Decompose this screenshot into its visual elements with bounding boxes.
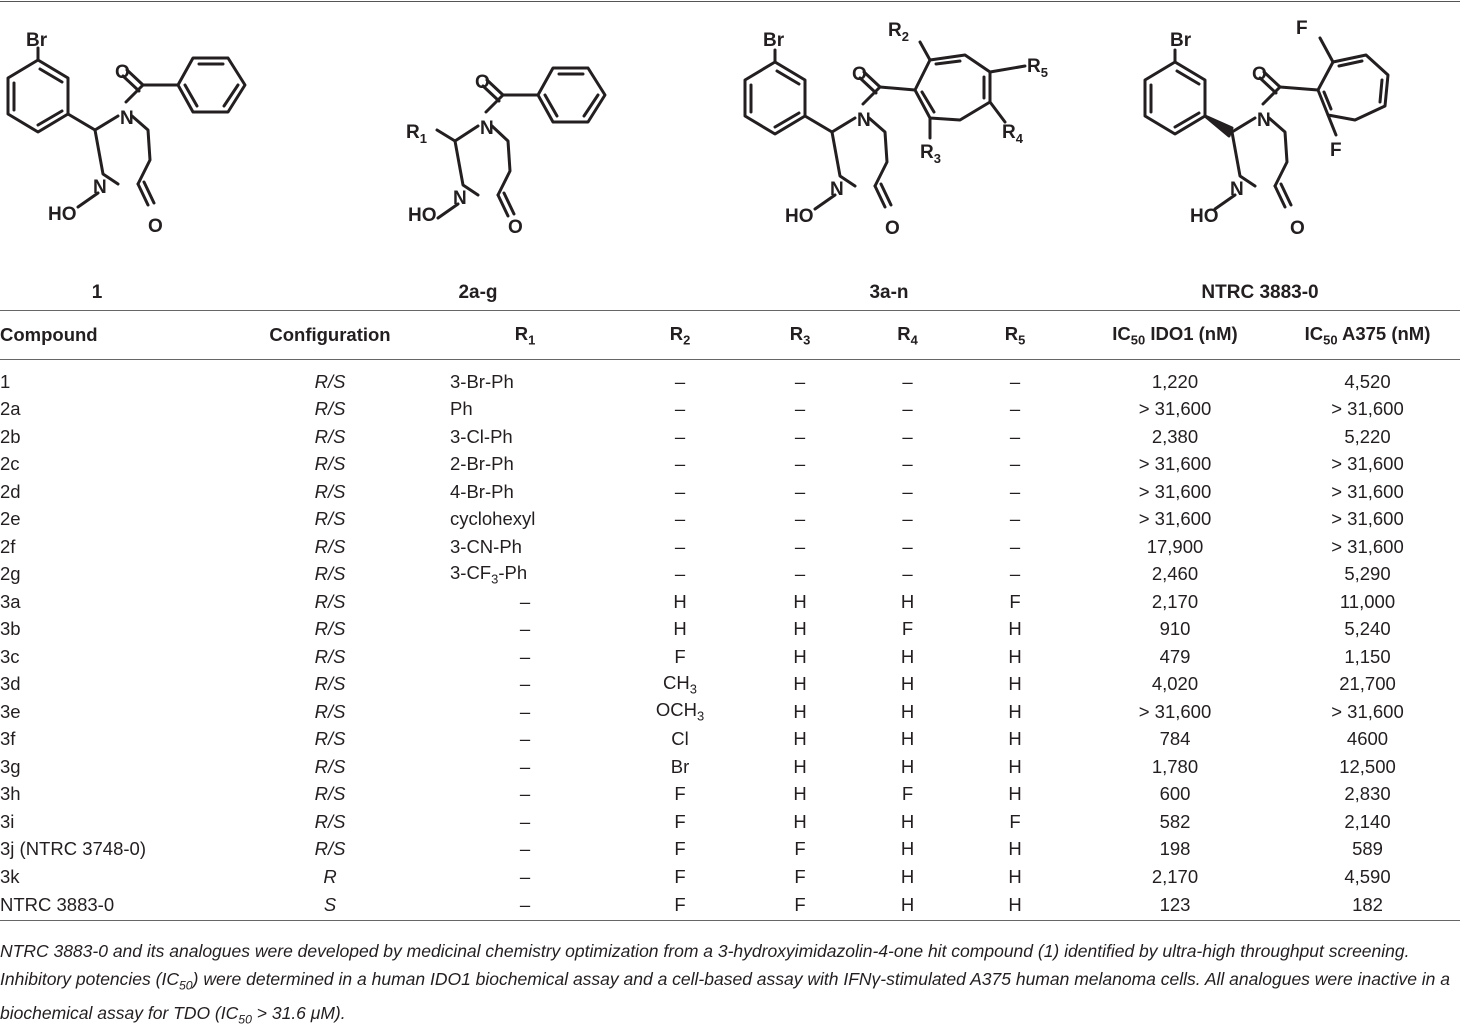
atom-ho-2: HO: [408, 205, 437, 226]
cell-ido1: 910: [1159, 618, 1191, 640]
cell-r5: F: [1009, 810, 1021, 832]
cell-configuration: R/S: [314, 370, 346, 392]
cell-a375: > 31,600: [1331, 535, 1404, 557]
cell-r4: –: [902, 370, 913, 392]
cell-r2: –: [674, 535, 686, 557]
header-ic50-ido1: $IC_{50}$ IDO1 (nM): [1075, 311, 1275, 360]
cell-r3: H: [793, 618, 807, 640]
cell-a375: 4600: [1346, 728, 1389, 750]
cell-r3: H: [793, 783, 807, 805]
cell-r3: –: [794, 535, 806, 557]
cell-r4: H: [900, 728, 915, 750]
cell-r2: H: [673, 618, 687, 640]
atom-r1: $R_1$: [406, 122, 427, 146]
atom-o-3a: O: [852, 64, 867, 85]
header-compound: Compound: [0, 311, 230, 360]
cell-configuration: R/S: [314, 425, 346, 447]
cell-configuration: R/S: [314, 590, 346, 612]
cell-configuration: R/S: [314, 480, 346, 502]
structure-label-3: 3a-n: [869, 282, 909, 303]
atom-r5: $R_5$: [1027, 56, 1048, 80]
atom-n-1b: N: [93, 177, 107, 198]
cell-r4: F: [901, 618, 914, 640]
cell-r3: F: [794, 865, 806, 887]
cell-r2: $OCH_3$: [655, 699, 705, 725]
cell-compound: 3e: [0, 700, 21, 722]
cell-r4: F: [901, 783, 914, 805]
cell-r2: –: [674, 563, 686, 585]
cell-r5: H: [1008, 783, 1022, 805]
cell-a375: 5,240: [1344, 618, 1391, 640]
cell-a375: 21,700: [1339, 673, 1396, 695]
cell-configuration: R/S: [314, 398, 346, 420]
cell-r5: H: [1008, 700, 1022, 722]
table-footnote: NTRC 3883-0 and its analogues were developed by medicinal chemistry optimization from a 3-hydroxyimidazolin-4-one hit compound (1) identified by ultra-high throughput screening. Inhibitory potencies $(IC_{50})$ were determined in a human IDO1 biochemical assay and a cell-based assay with IFNγ-stimulated A375 human melanoma cells. All analogues were inactive in a biochemical assay for TDO ($IC_{50} > 31.6$ μM).: [0, 941, 1451, 1026]
table-row: [0, 506, 1460, 534]
atom-o-1a: O: [115, 62, 130, 83]
cell-r1: 4-Br-Ph: [450, 480, 514, 502]
cell-r3: –: [794, 563, 806, 585]
cell-ido1: 123: [1075, 891, 1275, 921]
cell-r4: –: [902, 508, 913, 530]
cell-compound: 1: [0, 370, 11, 392]
cell-r4: –: [902, 425, 913, 447]
cell-a375: 1,150: [1344, 645, 1391, 667]
cell-ido1: > 31,600: [1138, 398, 1212, 420]
cell-r3: –: [794, 370, 806, 392]
cell-r5: –: [1009, 508, 1021, 530]
header-r4: $R_4$: [860, 311, 955, 360]
atom-o-2b: O: [508, 217, 523, 238]
cell-configuration: R/S: [314, 563, 346, 585]
atom-o-1b: O: [148, 216, 163, 237]
cell-compound: 3b: [0, 618, 21, 640]
table-row: [0, 616, 1460, 644]
table-row: [0, 808, 1460, 836]
cell-a375: > 31,600: [1331, 508, 1404, 530]
cell-r5: H: [1008, 645, 1022, 667]
cell-r2: –: [674, 398, 686, 420]
cell-r2: H: [673, 590, 687, 612]
cell-r2: –: [674, 480, 686, 502]
cell-r2: $CH_3$: [663, 671, 697, 697]
cell-compound: 2c: [0, 453, 20, 475]
atom-n-3a: N: [857, 110, 871, 131]
cell-r5: –: [1009, 453, 1021, 475]
cell-r2: –: [674, 508, 686, 530]
cell-r3: H: [793, 728, 807, 750]
cell-configuration: S: [230, 891, 430, 921]
cell-a375: 5,290: [1344, 563, 1391, 585]
cell-r1: cyclohexyl: [450, 508, 536, 530]
cell-r1: 3-Cl-Ph: [450, 425, 513, 447]
cell-r4: –: [902, 453, 913, 475]
cell-a375: 2,830: [1344, 783, 1391, 805]
cell-r2: F: [620, 891, 740, 921]
cell-compound: 3f: [0, 728, 16, 750]
cell-ido1: 1,220: [1151, 370, 1199, 392]
cell-r1: 3-Br-Ph: [450, 370, 514, 392]
structure-3: [745, 42, 1025, 209]
cell-r3: –: [794, 480, 806, 502]
atom-n-2b: N: [453, 188, 467, 209]
cell-compound: 2e: [0, 508, 21, 530]
cell-ido1: > 31,600: [1138, 700, 1212, 722]
cell-r4: –: [902, 535, 913, 557]
atom-n-2a: N: [480, 118, 494, 139]
structure-label-1: 1: [91, 282, 103, 303]
cell-r3: H: [793, 645, 807, 667]
table-row: [0, 836, 1460, 864]
table-row: [0, 451, 1460, 479]
cell-ido1: 2,380: [1151, 425, 1199, 447]
atom-f-ntrc-b: F: [1330, 140, 1342, 161]
table-row: [0, 423, 1460, 451]
atom-o-3b: O: [885, 218, 900, 239]
cell-r2: –: [674, 370, 686, 392]
cell-r2: F: [674, 645, 686, 667]
cell-ido1: 784: [1159, 728, 1191, 750]
atom-r3: $R_3$: [920, 142, 941, 166]
header-configuration: Configuration: [230, 311, 430, 360]
cell-r3: F: [740, 891, 860, 921]
cell-r1: –: [519, 590, 531, 612]
cell-r4: H: [900, 590, 915, 612]
atom-ho-3: HO: [785, 206, 814, 227]
table-row: [0, 753, 1460, 781]
structures-panel: [0, 0, 1460, 303]
cell-configuration: R/S: [314, 535, 346, 557]
cell-a375: 12,500: [1339, 755, 1396, 777]
cell-compound: NTRC 3883-0: [0, 891, 230, 921]
cell-ido1: 1,780: [1151, 755, 1199, 777]
cell-compound: 2g: [0, 563, 21, 585]
cell-a375: > 31,600: [1331, 480, 1404, 502]
cell-configuration: R/S: [314, 618, 346, 640]
cell-r4: H: [900, 673, 915, 695]
cell-ido1: 2,170: [1151, 865, 1199, 887]
header-r2: $R_2$: [620, 311, 740, 360]
cell-r1: –: [519, 865, 531, 887]
cell-compound: 3d: [0, 673, 21, 695]
cell-r3: H: [793, 673, 807, 695]
cell-r3: H: [793, 700, 807, 722]
header-r5: $R_5$: [955, 311, 1075, 360]
cell-compound: 3h: [0, 783, 21, 805]
cell-r3: –: [794, 453, 806, 475]
table-spacer-cell: [0, 360, 1460, 369]
cell-r1: 3-CN-Ph: [450, 535, 522, 557]
cell-r1: –: [519, 783, 531, 805]
cell-r5: –: [1009, 425, 1021, 447]
cell-r5: H: [1008, 673, 1022, 695]
cell-compound: 3j (NTRC 3748-0): [0, 838, 146, 860]
header-r1: $R_1$: [430, 311, 620, 360]
cell-configuration: R/S: [314, 645, 346, 667]
atom-ho-1: HO: [48, 204, 77, 225]
atom-f-ntrc-a: F: [1296, 18, 1308, 39]
cell-r4: H: [900, 865, 915, 887]
cell-compound: 3i: [0, 810, 15, 832]
cell-r3: –: [794, 508, 806, 530]
cell-r5: H: [1008, 618, 1022, 640]
cell-r4: –: [902, 398, 913, 420]
atom-n-ntrc-b: N: [1230, 179, 1244, 200]
header-r3: $R_3$: [740, 311, 860, 360]
atom-n-ntrc-a: N: [1257, 110, 1271, 131]
cell-a375: 182: [1275, 891, 1460, 921]
atom-o-ntrc-b: O: [1290, 218, 1305, 239]
cell-configuration: R/S: [314, 810, 346, 832]
cell-r4: H: [900, 645, 915, 667]
cell-ido1: > 31,600: [1138, 453, 1212, 475]
cell-r1: –: [519, 700, 531, 722]
cell-ido1: 2,170: [1151, 590, 1199, 612]
table-row: [0, 368, 1460, 396]
cell-r5: –: [1009, 370, 1021, 392]
cell-r1: –: [519, 755, 531, 777]
cell-ido1: 2,460: [1151, 563, 1199, 585]
cell-r4: H: [860, 891, 955, 921]
cell-ido1: 582: [1159, 810, 1191, 832]
cell-r1: –: [519, 728, 531, 750]
structure-label-2: 2a-g: [458, 282, 498, 303]
cell-r5: H: [1008, 755, 1022, 777]
cell-r3: –: [794, 398, 806, 420]
cell-r5: H: [1008, 838, 1022, 860]
cell-a375: 589: [1352, 838, 1383, 860]
atom-br-3: Br: [763, 30, 785, 51]
cell-r1: –: [519, 838, 531, 860]
cell-configuration: R/S: [314, 755, 346, 777]
cell-r1: –: [430, 891, 620, 921]
cell-compound: 2d: [0, 480, 21, 502]
data-table: [0, 310, 1460, 921]
cell-r4: –: [902, 480, 913, 502]
table-spacer: [0, 360, 1460, 369]
atom-r4: $R_4$: [1002, 122, 1023, 146]
cell-a375: 2,140: [1344, 810, 1391, 832]
cell-compound: 2b: [0, 425, 21, 447]
cell-configuration: R/S: [314, 453, 346, 475]
cell-r4: H: [900, 838, 915, 860]
structure-label-ntrc: NTRC 3883-0: [1201, 282, 1319, 303]
atom-br-ntrc: Br: [1170, 30, 1192, 51]
table-row: [0, 643, 1460, 671]
table-body: [0, 360, 1460, 921]
cell-r1: –: [519, 810, 531, 832]
table-row: [0, 698, 1460, 726]
atom-ho-ntrc: HO: [1190, 206, 1219, 227]
atom-n-3b: N: [830, 179, 844, 200]
table-row: [0, 726, 1460, 754]
cell-ido1: 479: [1159, 645, 1191, 667]
cell-r2: Cl: [671, 728, 689, 750]
header-ic50-a375: $IC_{50}$ A375 (nM): [1275, 311, 1460, 360]
cell-configuration: R/S: [314, 673, 346, 695]
cell-r1: –: [519, 673, 531, 695]
table-row: [0, 588, 1460, 616]
cell-r5: H: [1008, 865, 1022, 887]
cell-a375: > 31,600: [1331, 398, 1404, 420]
cell-r1: 2-Br-Ph: [450, 453, 514, 475]
table-row: [0, 781, 1460, 809]
cell-ido1: > 31,600: [1138, 508, 1212, 530]
cell-r5: –: [1009, 535, 1021, 557]
cell-configuration: R/S: [314, 838, 346, 860]
cell-compound: 3c: [0, 645, 20, 667]
chemical-structures: [0, 0, 1460, 270]
cell-r5: F: [1009, 590, 1021, 612]
cell-r3: –: [794, 425, 806, 447]
cell-r2: F: [674, 810, 686, 832]
cell-r4: H: [900, 755, 915, 777]
cell-configuration: R/S: [314, 728, 346, 750]
cell-configuration: R/S: [314, 700, 346, 722]
table-row: [0, 478, 1460, 506]
cell-r2: F: [674, 865, 686, 887]
cell-ido1: 4,020: [1151, 673, 1199, 695]
cell-compound: 2a: [0, 398, 21, 420]
cell-r2: F: [674, 838, 686, 860]
cell-a375: 5,220: [1344, 425, 1391, 447]
cell-r2: –: [674, 453, 686, 475]
cell-ido1: > 31,600: [1138, 480, 1212, 502]
cell-r4: –: [902, 563, 913, 585]
table-header-row: [0, 311, 1460, 360]
atom-o-2a: O: [475, 72, 490, 93]
cell-r3: H: [793, 590, 807, 612]
cell-r1: Ph: [450, 398, 473, 420]
atom-r2: $R_2$: [888, 20, 909, 44]
table-row: [0, 561, 1460, 589]
cell-r3: H: [793, 810, 807, 832]
atom-o-ntrc-a: O: [1252, 64, 1267, 85]
cell-r1: $3-CF_3-Ph$: [450, 561, 528, 587]
table-row: [0, 533, 1460, 561]
cell-configuration: R/S: [314, 508, 346, 530]
cell-r2: –: [674, 425, 686, 447]
cell-r1: –: [519, 645, 531, 667]
table-row: [0, 396, 1460, 424]
cell-configuration: R: [323, 865, 337, 887]
cell-r3: F: [794, 838, 806, 860]
cell-a375: 11,000: [1339, 590, 1396, 612]
cell-a375: 4,520: [1344, 370, 1391, 392]
cell-ido1: 600: [1159, 783, 1191, 805]
cell-a375: 4,590: [1344, 865, 1391, 887]
cell-r4: H: [900, 810, 915, 832]
table-row: [0, 863, 1460, 891]
cell-r5: H: [955, 891, 1075, 921]
cell-r4: H: [900, 700, 915, 722]
table-row: [0, 671, 1460, 699]
cell-r2: F: [674, 783, 686, 805]
atom-br-1: Br: [26, 30, 48, 51]
cell-r5: –: [1009, 480, 1021, 502]
cell-r1: –: [519, 618, 531, 640]
cell-r5: –: [1009, 563, 1021, 585]
cell-configuration: R/S: [314, 783, 346, 805]
cell-r3: H: [793, 755, 807, 777]
table-row: [0, 891, 1460, 921]
atom-n-1a: N: [120, 108, 134, 129]
cell-r2: Br: [670, 755, 690, 777]
cell-r5: H: [1008, 728, 1022, 750]
cell-a375: > 31,600: [1331, 453, 1404, 475]
cell-compound: 3g: [0, 755, 21, 777]
cell-ido1: 17,900: [1146, 535, 1204, 557]
cell-compound: 3k: [0, 865, 20, 887]
cell-compound: 2f: [0, 535, 16, 557]
cell-ido1: 198: [1159, 838, 1191, 860]
cell-r5: –: [1009, 398, 1021, 420]
cell-a375: > 31,600: [1331, 700, 1404, 722]
cell-compound: 3a: [0, 590, 21, 612]
